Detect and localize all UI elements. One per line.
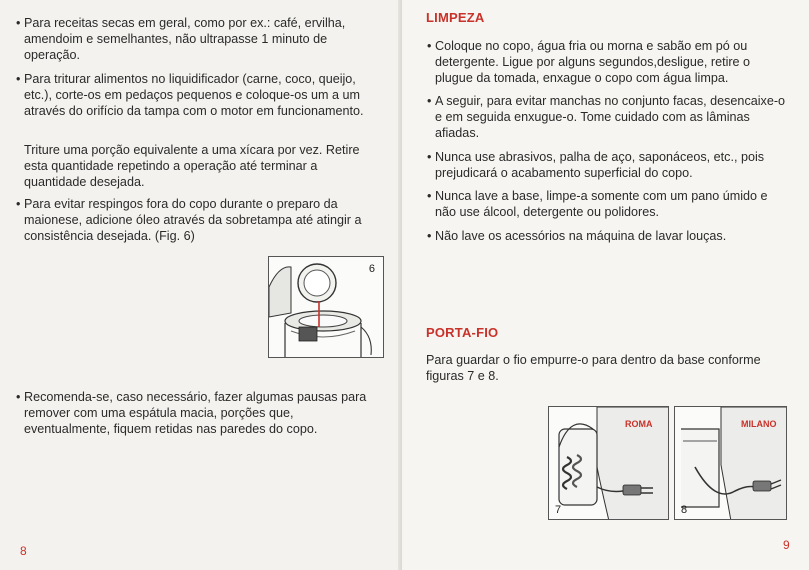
bullet-marker: • bbox=[16, 72, 21, 86]
paragraph-abrasives bbox=[427, 149, 787, 181]
figure-6 bbox=[268, 256, 384, 358]
paragraph-text: Triture uma porção equivalente a uma xícara por vez. Retire esta quantidade repetindo a operação até terminar a quantidade desejada. bbox=[24, 143, 360, 189]
bullet-marker: • bbox=[427, 189, 432, 203]
bullet-marker: • bbox=[427, 39, 432, 53]
paragraph-knives bbox=[427, 93, 787, 141]
paragraph-text: Não lave os acessórios na máquina de lavar louças. bbox=[435, 229, 727, 243]
right-page bbox=[402, 0, 809, 570]
paragraph-text: Coloque no copo, água fria ou morna e sabão em pó ou detergente. Ligue por alguns segundos,desligue, retire o plugue da tomada, enxague o copo com água limpa. bbox=[435, 39, 751, 85]
paragraph-dishwasher bbox=[427, 228, 787, 244]
figure-number: 6 bbox=[368, 263, 375, 275]
paragraph-text: Nunca lave a base, limpe-a somente com um pano úmido e não use álcool, detergente ou polidores. bbox=[435, 189, 768, 219]
figure-number: 8 bbox=[681, 504, 688, 516]
page-number: 9 bbox=[783, 538, 790, 552]
figure-7 bbox=[548, 406, 669, 520]
paragraph-mayonnaise bbox=[16, 196, 364, 244]
paragraph-text: Recomenda-se, caso necessário, fazer algumas pausas para remover com uma espátula macia, porções que, eventualmente, fiquem retidas nas paredes do copo. bbox=[24, 390, 367, 436]
paragraph-porta-fio bbox=[426, 352, 788, 384]
blender-lid-illustration bbox=[269, 257, 384, 358]
bullet-marker: • bbox=[16, 197, 21, 211]
paragraph-text: Para guardar o fio empurre-o para dentro da base conforme figuras 7 e 8. bbox=[426, 353, 761, 383]
page-number: 8 bbox=[20, 544, 27, 558]
figure-label: MILANO bbox=[741, 419, 777, 429]
figure-number: 7 bbox=[555, 504, 562, 516]
paragraph-text: Para triturar alimentos no liquidificador (carne, coco, queijo, etc.), corte-os em pedaços pequenos e coloque-os um a um através do orifício da tampa com o motor em funcionamento. bbox=[24, 72, 364, 118]
bullet-marker: • bbox=[16, 390, 21, 404]
bullet-marker: • bbox=[427, 94, 432, 108]
figure-label: ROMA bbox=[625, 419, 653, 429]
figure-8 bbox=[674, 406, 787, 520]
paragraph-crush-foods bbox=[16, 71, 364, 119]
left-page bbox=[0, 0, 402, 570]
paragraph-portion bbox=[24, 142, 364, 190]
paragraph-pauses bbox=[16, 389, 369, 437]
paragraph-wash-cup bbox=[427, 38, 787, 86]
bullet-marker: • bbox=[16, 16, 21, 30]
paragraph-base bbox=[427, 188, 787, 220]
paragraph-dry-recipes bbox=[16, 15, 364, 63]
paragraph-text: Para receitas secas em geral, como por ex.: café, ervilha, amendoim e semelhantes, não ultrapasse 1 minuto de operação. bbox=[24, 16, 346, 62]
paragraph-text: A seguir, para evitar manchas no conjunto facas, desencaixe-o e em seguida enxugue-o. Tome cuidado com as lâminas afiadas. bbox=[435, 94, 786, 140]
bullet-marker: • bbox=[427, 150, 432, 164]
section-title-porta-fio: PORTA-FIO bbox=[426, 325, 499, 340]
paragraph-text: Nunca use abrasivos, palha de aço, saponáceos, etc., pois prejudicará o acabamento superficial do copo. bbox=[435, 150, 765, 180]
section-title-limpeza: LIMPEZA bbox=[426, 10, 485, 25]
paragraph-text: Para evitar respingos fora do copo durante o preparo da maionese, adicione óleo através da sobretampa até atingir a consistência desejada. (Fig. 6) bbox=[24, 197, 362, 243]
bullet-marker: • bbox=[427, 229, 432, 243]
